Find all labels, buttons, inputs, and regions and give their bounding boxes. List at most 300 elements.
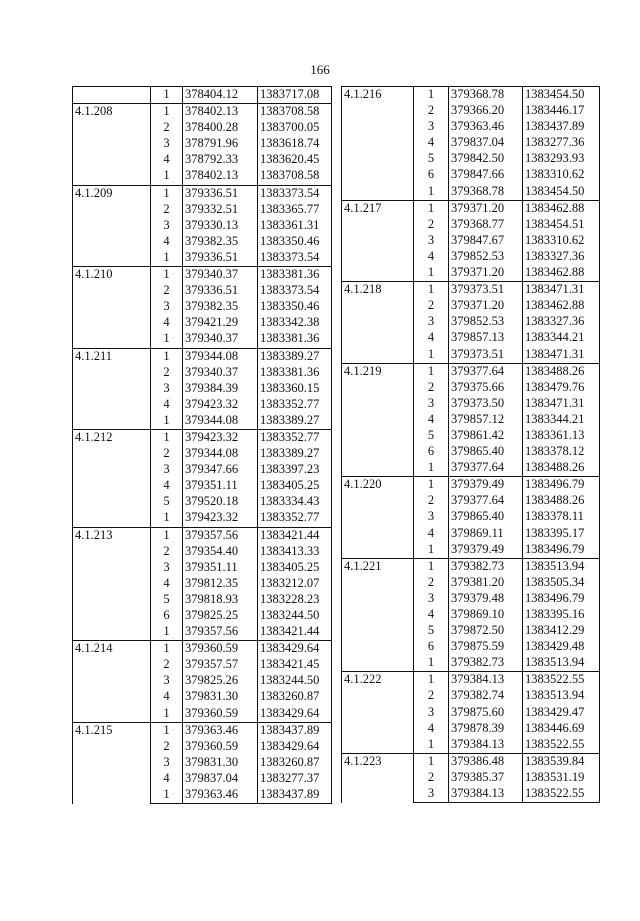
x-coordinate: 379336.51 <box>183 283 258 299</box>
y-coordinate: 1383395.17 <box>523 526 600 542</box>
y-coordinate: 1383522.55 <box>523 672 600 689</box>
x-coordinate: 379865.40 <box>449 509 523 525</box>
x-coordinate: 379344.08 <box>183 413 258 430</box>
x-coordinate: 379377.64 <box>449 363 523 380</box>
y-coordinate: 1383397.23 <box>258 462 332 478</box>
y-coordinate: 1383389.27 <box>258 348 332 365</box>
y-coordinate: 1383344.21 <box>523 330 600 346</box>
x-coordinate: 379852.53 <box>449 249 523 265</box>
y-coordinate: 1383405.25 <box>258 478 332 494</box>
y-coordinate: 1383513.94 <box>523 655 600 672</box>
point-number: 4 <box>414 526 449 542</box>
y-coordinate: 1383708.58 <box>258 168 332 185</box>
x-coordinate: 379373.51 <box>449 282 523 299</box>
x-coordinate: 379354.40 <box>183 544 258 560</box>
x-coordinate: 379852.53 <box>449 314 523 330</box>
section-number: 4.1.211 <box>73 348 151 429</box>
x-coordinate: 379330.13 <box>183 218 258 234</box>
point-number: 3 <box>151 755 183 771</box>
x-coordinate: 379423.32 <box>183 429 258 446</box>
y-coordinate: 1383717.08 <box>258 87 332 104</box>
y-coordinate: 1383352.77 <box>258 397 332 413</box>
coordinate-row <box>342 200 600 217</box>
y-coordinate: 1383244.50 <box>258 608 332 624</box>
x-coordinate: 379875.60 <box>449 705 523 721</box>
section-number: 4.1.221 <box>342 558 414 672</box>
y-coordinate: 1383277.36 <box>523 135 600 151</box>
point-number: 2 <box>151 739 183 755</box>
x-coordinate: 379861.42 <box>449 428 523 444</box>
y-coordinate: 1383389.27 <box>258 413 332 430</box>
point-number: 2 <box>414 380 449 396</box>
x-coordinate: 379344.08 <box>183 446 258 462</box>
section-number: 4.1.220 <box>342 477 414 558</box>
point-number: 4 <box>151 152 183 168</box>
section-number: 4.1.222 <box>342 672 414 753</box>
section-number: 4.1.217 <box>342 200 414 281</box>
point-number: 1 <box>414 200 449 217</box>
y-coordinate: 1383429.64 <box>258 641 332 658</box>
x-coordinate: 379837.04 <box>183 771 258 787</box>
section-number: 4.1.223 <box>342 753 414 802</box>
y-coordinate: 1383381.36 <box>258 331 332 348</box>
x-coordinate: 379371.20 <box>449 298 523 314</box>
x-coordinate: 379363.46 <box>449 119 523 135</box>
x-coordinate: 379423.32 <box>183 510 258 527</box>
point-number: 4 <box>414 412 449 428</box>
y-coordinate: 1383700.05 <box>258 120 332 136</box>
x-coordinate: 379357.56 <box>183 624 258 641</box>
x-coordinate: 379340.37 <box>183 365 258 381</box>
x-coordinate: 379382.74 <box>449 688 523 704</box>
x-coordinate: 379831.30 <box>183 755 258 771</box>
x-coordinate: 379847.66 <box>449 167 523 183</box>
point-number: 2 <box>414 217 449 233</box>
point-number: 1 <box>414 347 449 364</box>
point-number: 3 <box>414 591 449 607</box>
point-number: 4 <box>414 135 449 151</box>
y-coordinate: 1383361.31 <box>258 218 332 234</box>
y-coordinate: 1383327.36 <box>523 314 600 330</box>
y-coordinate: 1383437.89 <box>258 787 332 804</box>
point-number: 3 <box>414 786 449 803</box>
x-coordinate: 379384.13 <box>449 672 523 689</box>
point-number: 1 <box>151 527 183 544</box>
x-coordinate: 378400.28 <box>183 120 258 136</box>
page-number: 166 <box>310 62 330 77</box>
x-coordinate: 379837.04 <box>449 135 523 151</box>
y-coordinate: 1383488.26 <box>523 363 600 380</box>
x-coordinate: 379368.78 <box>449 184 523 201</box>
y-coordinate: 1383513.94 <box>523 688 600 704</box>
point-number: 1 <box>151 104 183 121</box>
y-coordinate: 1383429.48 <box>523 639 600 655</box>
x-coordinate: 379340.37 <box>183 331 258 348</box>
point-number: 1 <box>414 460 449 477</box>
x-coordinate: 379384.39 <box>183 381 258 397</box>
coordinate-row <box>342 558 600 575</box>
y-coordinate: 1383413.33 <box>258 544 332 560</box>
y-coordinate: 1383429.64 <box>258 739 332 755</box>
point-number: 5 <box>414 428 449 444</box>
x-coordinate: 379847.67 <box>449 233 523 249</box>
section-number: 4.1.214 <box>73 641 151 722</box>
y-coordinate: 1383352.77 <box>258 429 332 446</box>
y-coordinate: 1383429.64 <box>258 706 332 723</box>
x-coordinate: 379368.78 <box>449 87 523 104</box>
point-number: 1 <box>151 267 183 284</box>
y-coordinate: 1383212.07 <box>258 576 332 592</box>
coordinate-row <box>73 527 332 544</box>
point-number: 1 <box>151 250 183 267</box>
section-number <box>73 87 151 104</box>
x-coordinate: 379381.20 <box>449 575 523 591</box>
point-number: 2 <box>414 103 449 119</box>
y-coordinate: 1383454.50 <box>523 87 600 104</box>
point-number: 4 <box>414 330 449 346</box>
point-number: 5 <box>151 494 183 510</box>
y-coordinate: 1383421.44 <box>258 527 332 544</box>
x-coordinate: 379872.50 <box>449 623 523 639</box>
x-coordinate: 378404.12 <box>183 87 258 104</box>
point-number: 1 <box>151 787 183 804</box>
y-coordinate: 1383310.62 <box>523 167 600 183</box>
y-coordinate: 1383421.45 <box>258 657 332 673</box>
point-number: 2 <box>151 202 183 218</box>
point-number: 1 <box>151 641 183 658</box>
y-coordinate: 1383381.36 <box>258 267 332 284</box>
x-coordinate: 378402.13 <box>183 168 258 185</box>
y-coordinate: 1383437.89 <box>258 722 332 739</box>
point-number: 6 <box>414 444 449 460</box>
x-coordinate: 379332.51 <box>183 202 258 218</box>
y-coordinate: 1383260.87 <box>258 755 332 771</box>
x-coordinate: 379857.13 <box>449 330 523 346</box>
point-number: 1 <box>414 87 449 104</box>
y-coordinate: 1383488.26 <box>523 493 600 509</box>
point-number: 1 <box>414 477 449 494</box>
point-number: 1 <box>151 413 183 430</box>
section-number: 4.1.208 <box>73 104 151 185</box>
x-coordinate: 379366.20 <box>449 103 523 119</box>
y-coordinate: 1383365.77 <box>258 202 332 218</box>
y-coordinate: 1383327.36 <box>523 249 600 265</box>
point-number: 1 <box>151 722 183 739</box>
point-number: 4 <box>151 771 183 787</box>
point-number: 4 <box>151 397 183 413</box>
y-coordinate: 1383454.50 <box>523 184 600 201</box>
coordinate-row <box>73 348 332 365</box>
point-number: 2 <box>414 298 449 314</box>
point-number: 1 <box>151 185 183 202</box>
point-number: 2 <box>151 544 183 560</box>
x-coordinate: 379379.49 <box>449 477 523 494</box>
point-number: 4 <box>414 249 449 265</box>
x-coordinate: 379363.46 <box>183 722 258 739</box>
y-coordinate: 1383421.44 <box>258 624 332 641</box>
point-number: 5 <box>151 592 183 608</box>
point-number: 3 <box>414 705 449 721</box>
x-coordinate: 379382.73 <box>449 655 523 672</box>
y-coordinate: 1383378.11 <box>523 509 600 525</box>
x-coordinate: 379377.64 <box>449 460 523 477</box>
point-number: 5 <box>414 623 449 639</box>
x-coordinate: 379382.73 <box>449 558 523 575</box>
y-coordinate: 1383405.25 <box>258 560 332 576</box>
x-coordinate: 379869.11 <box>449 526 523 542</box>
point-number: 1 <box>414 363 449 380</box>
section-number: 4.1.218 <box>342 282 414 363</box>
x-coordinate: 379831.30 <box>183 689 258 705</box>
point-number: 2 <box>151 120 183 136</box>
point-number: 3 <box>151 381 183 397</box>
coordinate-row <box>73 104 332 121</box>
point-number: 6 <box>414 167 449 183</box>
point-number: 1 <box>414 265 449 282</box>
y-coordinate: 1383244.50 <box>258 673 332 689</box>
coordinate-row <box>73 429 332 446</box>
x-coordinate: 379344.08 <box>183 348 258 365</box>
y-coordinate: 1383293.93 <box>523 151 600 167</box>
y-coordinate: 1383462.88 <box>523 200 600 217</box>
y-coordinate: 1383496.79 <box>523 477 600 494</box>
point-number: 1 <box>151 706 183 723</box>
coordinates-table-left <box>72 86 332 804</box>
point-number: 1 <box>414 753 449 770</box>
y-coordinate: 1383352.77 <box>258 510 332 527</box>
point-number: 1 <box>414 737 449 754</box>
x-coordinate: 379351.11 <box>183 560 258 576</box>
point-number: 1 <box>414 184 449 201</box>
y-coordinate: 1383361.13 <box>523 428 600 444</box>
y-coordinate: 1383496.79 <box>523 591 600 607</box>
point-number: 2 <box>414 575 449 591</box>
y-coordinate: 1383373.54 <box>258 283 332 299</box>
point-number: 1 <box>151 87 183 104</box>
point-number: 3 <box>151 462 183 478</box>
x-coordinate: 379373.51 <box>449 347 523 364</box>
y-coordinate: 1383395.16 <box>523 607 600 623</box>
section-number: 4.1.212 <box>73 429 151 527</box>
x-coordinate: 379825.26 <box>183 673 258 689</box>
x-coordinate: 379818.93 <box>183 592 258 608</box>
point-number: 1 <box>151 168 183 185</box>
x-coordinate: 379812.35 <box>183 576 258 592</box>
point-number: 6 <box>151 608 183 624</box>
x-coordinate: 379385.37 <box>449 770 523 786</box>
y-coordinate: 1383389.27 <box>258 446 332 462</box>
point-number: 3 <box>151 299 183 315</box>
y-coordinate: 1383446.17 <box>523 103 600 119</box>
point-number: 4 <box>414 721 449 737</box>
point-number: 3 <box>414 509 449 525</box>
point-number: 3 <box>414 314 449 330</box>
y-coordinate: 1383350.46 <box>258 234 332 250</box>
coordinate-row <box>342 753 600 770</box>
x-coordinate: 379373.50 <box>449 396 523 412</box>
y-coordinate: 1383513.94 <box>523 558 600 575</box>
x-coordinate: 379869.10 <box>449 607 523 623</box>
y-coordinate: 1383471.31 <box>523 282 600 299</box>
x-coordinate: 378792.33 <box>183 152 258 168</box>
point-number: 3 <box>414 396 449 412</box>
x-coordinate: 379336.51 <box>183 185 258 202</box>
y-coordinate: 1383496.79 <box>523 542 600 559</box>
x-coordinate: 379379.49 <box>449 542 523 559</box>
y-coordinate: 1383488.26 <box>523 460 600 477</box>
x-coordinate: 379371.20 <box>449 265 523 282</box>
point-number: 1 <box>414 558 449 575</box>
y-coordinate: 1383360.15 <box>258 381 332 397</box>
x-coordinate: 379423.32 <box>183 397 258 413</box>
y-coordinate: 1383277.37 <box>258 771 332 787</box>
x-coordinate: 379360.59 <box>183 739 258 755</box>
x-coordinate: 379379.48 <box>449 591 523 607</box>
coordinate-row <box>73 185 332 202</box>
y-coordinate: 1383522.55 <box>523 737 600 754</box>
y-coordinate: 1383454.51 <box>523 217 600 233</box>
y-coordinate: 1383334.43 <box>258 494 332 510</box>
point-number: 2 <box>151 657 183 673</box>
x-coordinate: 379520.18 <box>183 494 258 510</box>
x-coordinate: 379360.59 <box>183 706 258 723</box>
y-coordinate: 1383373.54 <box>258 250 332 267</box>
x-coordinate: 379865.40 <box>449 444 523 460</box>
y-coordinate: 1383708.58 <box>258 104 332 121</box>
coordinate-row <box>73 267 332 284</box>
y-coordinate: 1383471.31 <box>523 396 600 412</box>
y-coordinate: 1383373.54 <box>258 185 332 202</box>
y-coordinate: 1383342.38 <box>258 315 332 331</box>
coordinate-row <box>342 282 600 299</box>
point-number: 2 <box>414 688 449 704</box>
y-coordinate: 1383618.74 <box>258 136 332 152</box>
x-coordinate: 379842.50 <box>449 151 523 167</box>
x-coordinate: 379384.13 <box>449 786 523 803</box>
point-number: 2 <box>151 365 183 381</box>
y-coordinate: 1383446.69 <box>523 721 600 737</box>
section-number: 4.1.210 <box>73 267 151 348</box>
coordinate-row <box>342 672 600 689</box>
y-coordinate: 1383539.84 <box>523 753 600 770</box>
y-coordinate: 1383437.89 <box>523 119 600 135</box>
y-coordinate: 1383344.21 <box>523 412 600 428</box>
x-coordinate: 379382.35 <box>183 234 258 250</box>
x-coordinate: 379351.11 <box>183 478 258 494</box>
point-number: 4 <box>151 315 183 331</box>
point-number: 4 <box>151 576 183 592</box>
y-coordinate: 1383412.29 <box>523 623 600 639</box>
x-coordinate: 379377.64 <box>449 493 523 509</box>
point-number: 4 <box>151 689 183 705</box>
point-number: 1 <box>151 348 183 365</box>
x-coordinate: 379875.59 <box>449 639 523 655</box>
x-coordinate: 379360.59 <box>183 641 258 658</box>
coordinate-row <box>342 363 600 380</box>
point-number: 2 <box>414 770 449 786</box>
x-coordinate: 379878.39 <box>449 721 523 737</box>
y-coordinate: 1383479.76 <box>523 380 600 396</box>
coordinate-row <box>73 87 332 104</box>
point-number: 1 <box>151 510 183 527</box>
point-number: 1 <box>414 282 449 299</box>
x-coordinate: 379421.29 <box>183 315 258 331</box>
point-number: 1 <box>414 542 449 559</box>
y-coordinate: 1383620.45 <box>258 152 332 168</box>
point-number: 6 <box>414 639 449 655</box>
y-coordinate: 1383462.88 <box>523 298 600 314</box>
point-number: 1 <box>414 672 449 689</box>
point-number: 3 <box>151 560 183 576</box>
point-number: 3 <box>151 218 183 234</box>
x-coordinate: 379386.48 <box>449 753 523 770</box>
point-number: 1 <box>151 331 183 348</box>
x-coordinate: 379368.77 <box>449 217 523 233</box>
y-coordinate: 1383462.88 <box>523 265 600 282</box>
y-coordinate: 1383350.46 <box>258 299 332 315</box>
point-number: 2 <box>151 283 183 299</box>
x-coordinate: 379382.35 <box>183 299 258 315</box>
x-coordinate: 379371.20 <box>449 200 523 217</box>
x-coordinate: 379336.51 <box>183 250 258 267</box>
y-coordinate: 1383381.36 <box>258 365 332 381</box>
y-coordinate: 1383522.55 <box>523 786 600 803</box>
section-number: 4.1.216 <box>342 87 414 201</box>
x-coordinate: 379825.25 <box>183 608 258 624</box>
y-coordinate: 1383260.87 <box>258 689 332 705</box>
point-number: 2 <box>151 446 183 462</box>
x-coordinate: 379347.66 <box>183 462 258 478</box>
y-coordinate: 1383378.12 <box>523 444 600 460</box>
point-number: 2 <box>414 493 449 509</box>
coordinate-row <box>73 722 332 739</box>
y-coordinate: 1383531.19 <box>523 770 600 786</box>
y-coordinate: 1383471.31 <box>523 347 600 364</box>
x-coordinate: 378402.13 <box>183 104 258 121</box>
coordinate-row <box>342 477 600 494</box>
point-number: 1 <box>414 655 449 672</box>
coordinates-table-right <box>341 86 600 803</box>
y-coordinate: 1383228.23 <box>258 592 332 608</box>
point-number: 4 <box>151 478 183 494</box>
y-coordinate: 1383505.34 <box>523 575 600 591</box>
point-number: 5 <box>414 151 449 167</box>
point-number: 1 <box>151 429 183 446</box>
section-number: 4.1.219 <box>342 363 414 477</box>
x-coordinate: 378791.96 <box>183 136 258 152</box>
x-coordinate: 379363.46 <box>183 787 258 804</box>
point-number: 3 <box>414 119 449 135</box>
section-number: 4.1.209 <box>73 185 151 266</box>
y-coordinate: 1383429.47 <box>523 705 600 721</box>
coordinate-row <box>73 641 332 658</box>
point-number: 1 <box>151 624 183 641</box>
point-number: 4 <box>151 234 183 250</box>
x-coordinate: 379384.13 <box>449 737 523 754</box>
section-number: 4.1.215 <box>73 722 151 803</box>
coordinate-row <box>342 87 600 104</box>
point-number: 4 <box>414 607 449 623</box>
y-coordinate: 1383310.62 <box>523 233 600 249</box>
x-coordinate: 379357.56 <box>183 527 258 544</box>
x-coordinate: 379340.37 <box>183 267 258 284</box>
x-coordinate: 379857.12 <box>449 412 523 428</box>
point-number: 3 <box>151 136 183 152</box>
x-coordinate: 379375.66 <box>449 380 523 396</box>
point-number: 3 <box>151 673 183 689</box>
section-number: 4.1.213 <box>73 527 151 641</box>
point-number: 3 <box>414 233 449 249</box>
